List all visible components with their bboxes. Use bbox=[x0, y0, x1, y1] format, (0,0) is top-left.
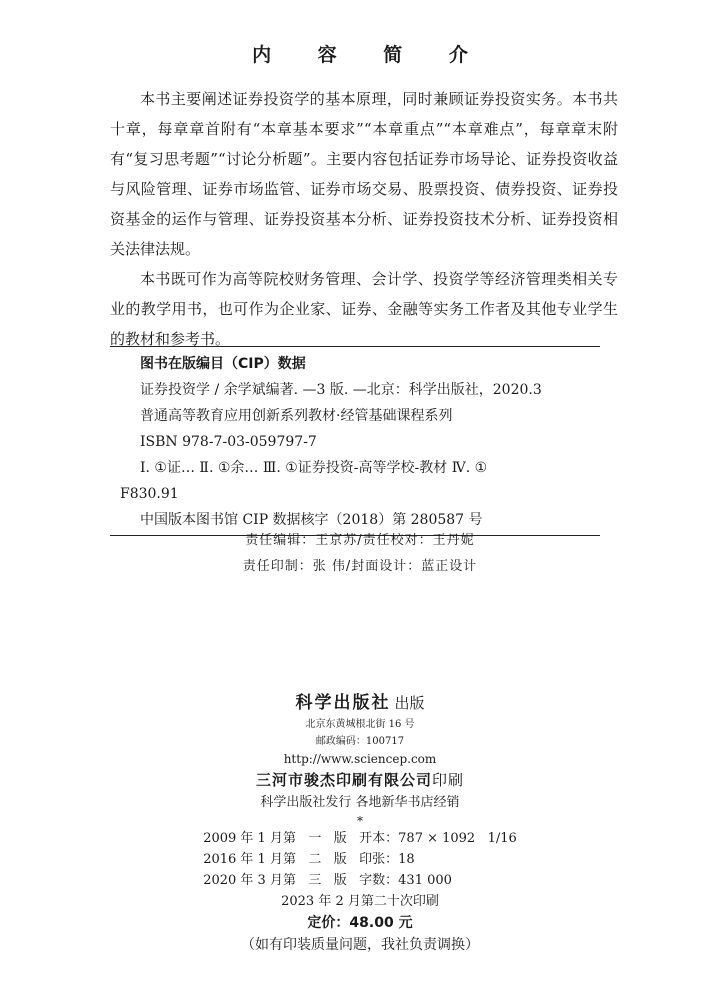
printing-line: 2023 年 2 月第二十次印刷 bbox=[281, 894, 439, 909]
page-title: 内 容 简 介 bbox=[252, 44, 488, 66]
quality-note: （如有印装质量问题，我社负责调换） bbox=[241, 937, 479, 953]
cip-line-record-number: 中国版本图书馆 CIP 数据核字（2018）第 280587 号 bbox=[140, 512, 483, 528]
publisher-name: 科学出版社 bbox=[295, 693, 391, 713]
distribution-line: 科学出版社发行 各地新华书店经销 bbox=[260, 795, 460, 810]
editors-line-1: 责任编辑：王京苏/责任校对：王丹妮 bbox=[245, 533, 475, 548]
cip-line-classification-cont: F830.91 bbox=[120, 486, 179, 502]
edition-line-3: 2020 年 3 月第 三 版 字数：431 000 bbox=[203, 873, 452, 888]
cip-block bbox=[110, 346, 600, 536]
cip-line-title: 证券投资学 / 余学斌编著. —3 版. —北京：科学出版社，2020.3 bbox=[140, 382, 542, 398]
publication-block bbox=[0, 690, 720, 956]
cip-line-series: 普通高等教育应用创新系列教材·经管基础课程系列 bbox=[140, 408, 453, 424]
publisher-suffix: 出版 bbox=[394, 694, 425, 712]
publisher-line bbox=[0, 690, 720, 716]
cip-line-isbn: ISBN 978-7-03-059797-7 bbox=[140, 434, 317, 450]
intro-paragraph-1: 本书主要阐述证券投资学的基本原理，同时兼顾证券投资实务。本书共十章，每章章首附有“本章基本要求”“本章重点”“本章难点”，每章章末附有“复习思考题”“讨论分析题”。主要内容包括证券市场导论、证券投资收益与风险管理、证券市场监管、证券市场交易、股票投资、债券投资、证券投资基金的运作与管理、证券投资基本分析、证券投资技术分析、证券投资相关法律法规。 bbox=[110, 90, 618, 258]
publisher-postcode: 邮政编码：100717 bbox=[315, 736, 405, 747]
printer-line bbox=[0, 768, 720, 792]
printer-suffix: 印刷 bbox=[432, 771, 465, 789]
publisher-url: http://www.sciencep.com bbox=[283, 752, 437, 766]
publisher-address: 北京东黄城根北街 16 号 bbox=[305, 719, 415, 730]
edition-line-2: 2016 年 1 月第 二 版 印张：18 bbox=[203, 852, 415, 867]
price-line: 定价：48.00 元 bbox=[307, 915, 413, 931]
edition-table bbox=[203, 828, 517, 891]
printer-name: 三河市骏杰印刷有限公司 bbox=[255, 771, 432, 789]
cip-heading: 图书在版编目（CIP）数据 bbox=[140, 356, 306, 372]
intro-section bbox=[110, 84, 618, 354]
editors-block bbox=[0, 528, 720, 580]
editors-line-2: 责任印制：张 伟/封面设计：蓝正设计 bbox=[242, 559, 478, 574]
edition-line-1: 2009 年 1 月第 一 版 开本：787 × 1092 1/16 bbox=[203, 831, 517, 846]
cip-line-classification: Ⅰ. ①证… Ⅱ. ①余… Ⅲ. ①证券投资-高等学校-教材 Ⅳ. ① bbox=[140, 460, 488, 476]
separator-star: * bbox=[357, 814, 363, 828]
intro-paragraph-2: 本书既可作为高等院校财务管理、会计学、投资学等经济管理类相关专业的教学用书，也可作为企业家、证券、金融等实务工作者及其他专业学生的教材和参考书。 bbox=[110, 270, 618, 348]
